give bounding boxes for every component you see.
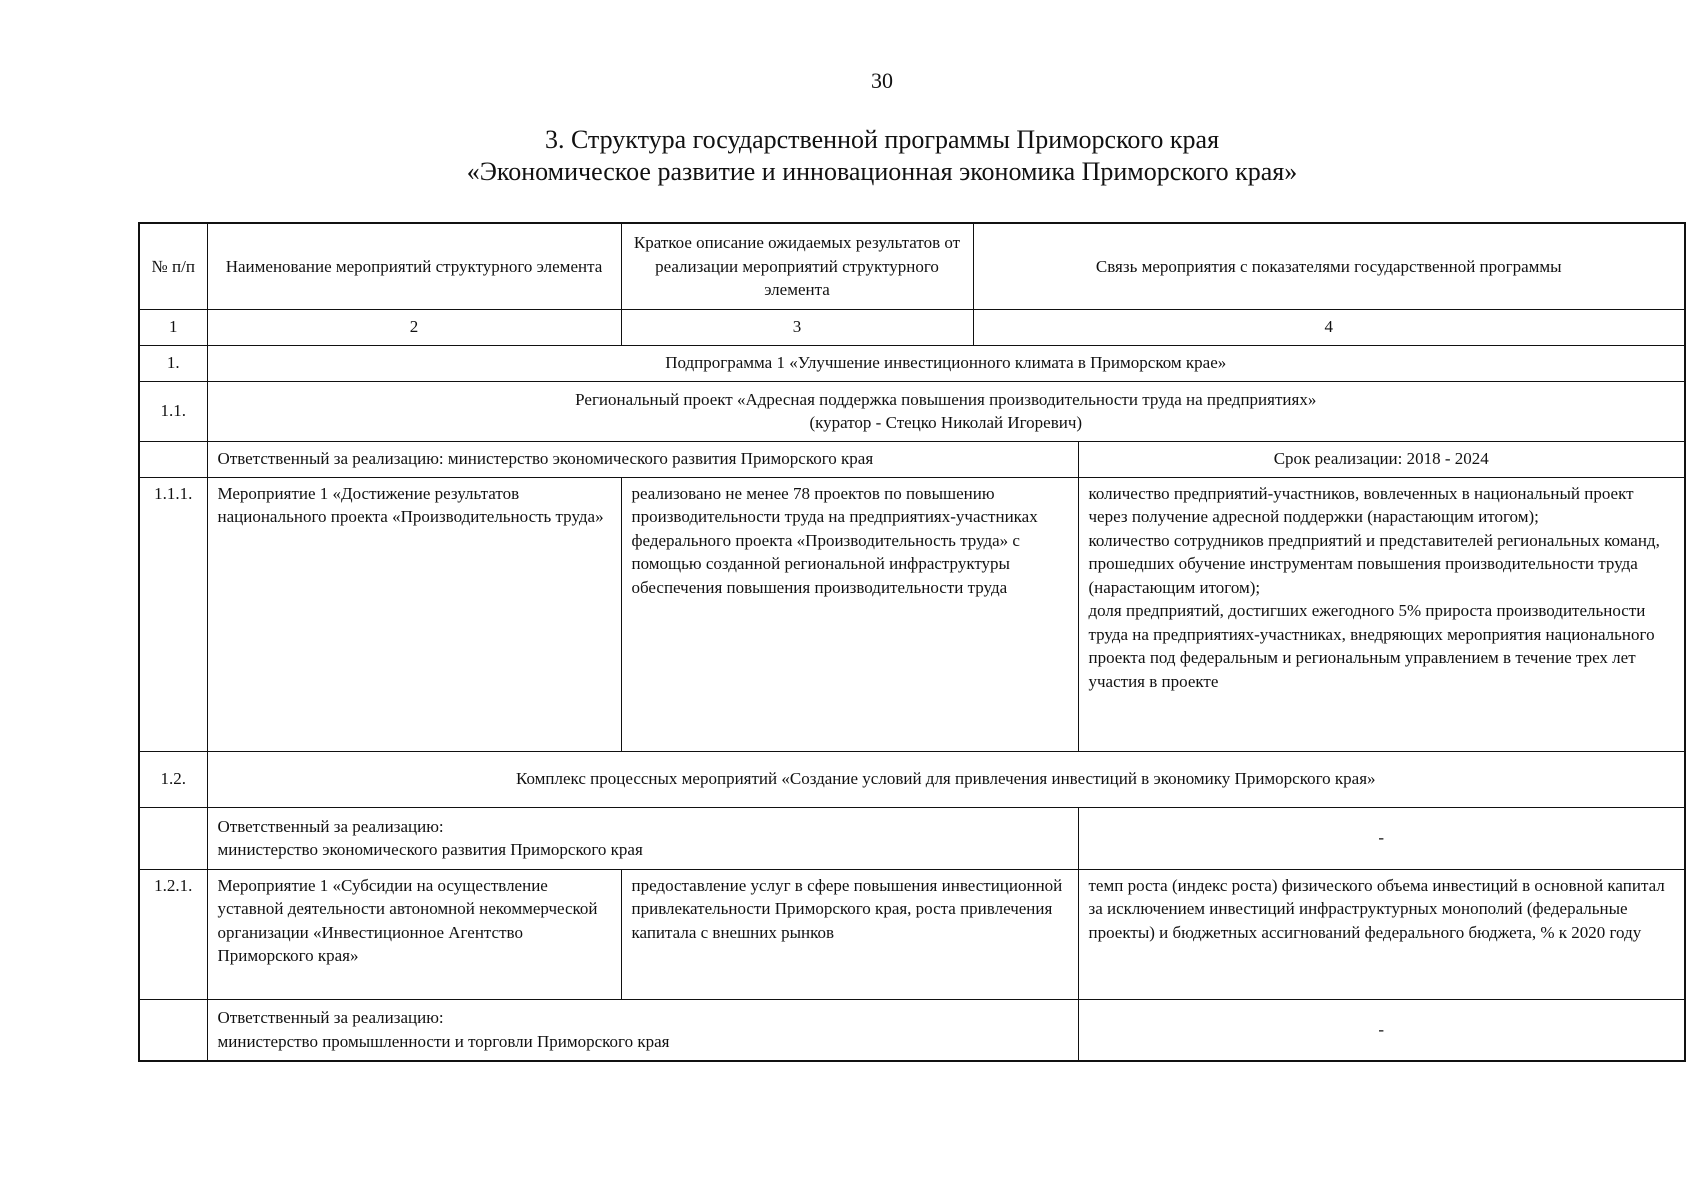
column-number-3: 3 <box>621 309 973 345</box>
page-number: 30 <box>871 68 893 93</box>
header-description: Краткое описание ожидаемых результатов от реализации мероприятий структурного элемента <box>621 223 973 309</box>
regional-project-name: Региональный проект «Адресная поддержка повышения производительности труда на предприятиях» <box>575 389 1317 409</box>
responsible-row <box>139 999 1685 1061</box>
responsible-ministry: министерство экономического развития Приморского края <box>217 840 643 859</box>
responsible-text <box>207 999 1078 1061</box>
regional-project-row <box>139 381 1685 441</box>
column-number-1: 1 <box>139 309 207 345</box>
activity-description: реализовано не менее 78 проектов по повышению производительности труда на предприятиях-участниках федерального проекта «Производительность труда» с помощью созданной региональной инфраструктуры обеспечения повышения производительности труда <box>621 477 1078 751</box>
dash-cell: - <box>1078 999 1685 1061</box>
responsible-text <box>207 807 1078 869</box>
title-line-2: «Экономическое развитие и инновационная экономика Приморского края» <box>466 157 1298 186</box>
process-complex-row <box>139 751 1685 807</box>
empty-cell <box>139 807 207 869</box>
title-line-1: 3. Структура государственной программы Приморского края <box>544 125 1220 154</box>
dash-cell: - <box>1078 807 1685 869</box>
responsible-label: Ответственный за реализацию: <box>217 1008 444 1028</box>
activity-row <box>139 477 1685 751</box>
process-complex-title: Комплекс процессных мероприятий «Создание условий для привлечения инвестиций в экономику Приморского края» <box>207 751 1685 807</box>
responsible-ministry: министерство промышленности и торговли Приморского края <box>217 1031 670 1051</box>
regional-project-title <box>207 381 1685 441</box>
regional-project-curator: (куратор - Стецко Николай Игоревич) <box>809 413 1083 432</box>
header-number: № п/п <box>139 223 207 309</box>
row-number: 1. <box>139 345 207 381</box>
header-indicators: Связь мероприятия с показателями государственной программы <box>973 223 1685 309</box>
empty-cell <box>139 441 207 477</box>
program-structure-table <box>138 222 1686 1062</box>
row-number: 1.2. <box>139 751 207 807</box>
responsible-row <box>139 441 1685 477</box>
activity-indicators: темп роста (индекс роста) физического объема инвестиций в основной капитал за исключением инвестиций инфраструктурных монополий (федеральные проекты) и бюджетных ассигнований федерального бюджета, % к 2020 году <box>1078 869 1685 999</box>
responsible-row <box>139 807 1685 869</box>
activity-name: Мероприятие 1 «Достижение результатов национального проекта «Производительность труда» <box>207 477 621 751</box>
row-number: 1.1. <box>139 381 207 441</box>
column-number-4: 4 <box>973 309 1685 345</box>
activity-description: предоставление услуг в сфере повышения инвестиционной привлекательности Приморского края, роста привлечения капитала с внешних рынков <box>621 869 1078 999</box>
subprogram-row <box>139 345 1685 381</box>
document-title <box>0 124 1697 188</box>
header-row <box>139 223 1685 309</box>
responsible-text: Ответственный за реализацию: министерство экономического развития Приморского края <box>207 441 1078 477</box>
implementation-term: Срок реализации: 2018 - 2024 <box>1078 441 1685 477</box>
responsible-label: Ответственный за реализацию: <box>217 816 444 836</box>
row-number: 1.2.1. <box>139 869 207 999</box>
row-number: 1.1.1. <box>139 477 207 751</box>
empty-cell <box>139 999 207 1061</box>
header-name: Наименование мероприятий структурного элемента <box>207 223 621 309</box>
activity-indicators: количество предприятий-участников, вовлеченных в национальный проект через получение адресной поддержки (нарастающим итогом); количество сотрудников предприятий и представителей региональных команд, прошедших обучение инструментам повышения производительности труда (нарастающим итогом); доля предприятий, достигших ежегодного 5% прироста производительности труда на предприятиях-участниках, внедряющих мероприятия национального проекта под федеральным и региональным управлением в течение трех лет участия в проекте <box>1078 477 1685 751</box>
activity-row <box>139 869 1685 999</box>
activity-name: Мероприятие 1 «Субсидии на осуществление уставной деятельности автономной некоммерческой организации «Инвестиционное Агентство Приморского края» <box>207 869 621 999</box>
column-number-2: 2 <box>207 309 621 345</box>
subprogram-title: Подпрограмма 1 «Улучшение инвестиционного климата в Приморском крае» <box>207 345 1685 381</box>
column-number-row <box>139 309 1685 345</box>
